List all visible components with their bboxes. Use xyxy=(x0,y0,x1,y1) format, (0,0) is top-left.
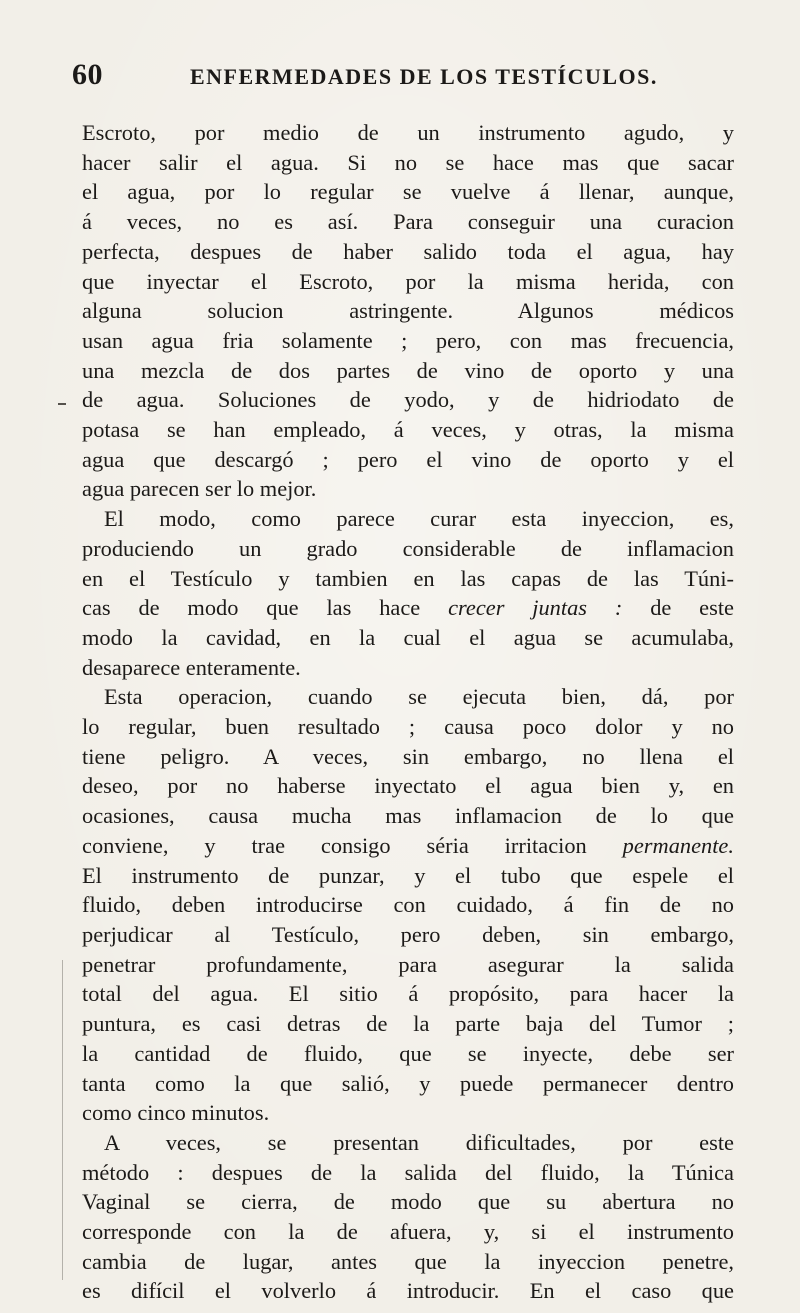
text-line: agua que descargó ; pero el vino de oporto y el xyxy=(82,446,734,472)
running-head: ENFERMEDADES DE LOS TESTÍCULOS. xyxy=(190,64,658,89)
page-number: 60 xyxy=(72,58,103,91)
text-line: agua parecen ser lo mejor. xyxy=(82,476,317,502)
margin-mark xyxy=(58,403,66,405)
italic-phrase: permanente. xyxy=(622,832,734,858)
text-line: lo regular, buen resultado ; causa poco dolor y no xyxy=(82,714,734,740)
text-line xyxy=(82,831,734,861)
text-line: en el Testículo y tambien en las capas de las Túni- xyxy=(82,565,734,591)
text-line: cambia de lugar, antes que la inyeccion penetre, xyxy=(82,1248,734,1274)
text-line: una mezcla de dos partes de vino de oporto y una xyxy=(82,357,734,383)
paragraph-1 xyxy=(82,118,734,504)
text-line: El modo, como parece curar esta inyeccion, es, xyxy=(104,506,734,532)
body-text xyxy=(82,118,734,1306)
text-line: fluido, deben introducirse con cuidado, á fin de no xyxy=(82,892,734,918)
text-segment: de este xyxy=(650,595,734,621)
text-line: el agua, por lo regular se vuelve á llenar, aunque, xyxy=(82,179,734,205)
text-segment: conviene, y trae consigo séria irritacion xyxy=(82,832,587,858)
text-line: que inyectar el Escroto, por la misma herida, con xyxy=(82,268,734,294)
text-line: Escroto, por medio de un instrumento agudo, y xyxy=(82,120,734,145)
text-line: perjudicar al Testículo, pero deben, sin embargo, xyxy=(82,921,734,947)
text-line: puntura, es casi detras de la parte baja del Tumor ; xyxy=(82,1011,734,1037)
paragraph-3 xyxy=(82,682,734,1128)
text-line: potasa se han empleado, á veces, y otras, la misma xyxy=(82,417,734,443)
text-line: A veces, se presentan dificultades, por este xyxy=(104,1129,734,1155)
page-header xyxy=(72,58,762,98)
text-line: penetrar profundamente, para asegurar la salida xyxy=(82,951,734,977)
text-line: ocasiones, causa mucha mas inflamacion de lo que xyxy=(82,803,734,829)
text-line xyxy=(82,593,734,623)
text-line: á veces, no es así. Para conseguir una curacion xyxy=(82,209,734,235)
paragraph-4 xyxy=(82,1128,734,1306)
text-line: Esta operacion, cuando se ejecuta bien, dá, por xyxy=(104,684,734,710)
text-line: la cantidad de fluido, que se inyecte, debe ser xyxy=(82,1040,734,1066)
text-line: hacer salir el agua. Si no se hace mas que sacar xyxy=(82,149,734,175)
text-line: modo la cavidad, en la cual el agua se acumulaba, xyxy=(82,624,734,650)
text-line: como cinco minutos. xyxy=(82,1100,270,1126)
text-line: deseo, por no haberse inyectato el agua bien y, en xyxy=(82,773,734,799)
text-line: desaparece enteramente. xyxy=(82,654,301,680)
text-line: total del agua. El sitio á propósito, para hacer la xyxy=(82,981,734,1007)
text-line: produciendo un grado considerable de inflamacion xyxy=(82,535,734,561)
italic-phrase: crecer juntas : xyxy=(448,595,623,621)
page-edge-line xyxy=(62,960,63,1280)
text-line: alguna solucion astringente. Algunos médicos xyxy=(82,298,734,324)
text-line: método : despues de la salida del fluido, la Túnica xyxy=(82,1159,734,1185)
text-line: corresponde con la de afuera, y, si el instrumento xyxy=(82,1219,734,1245)
text-line: tiene peligro. A veces, sin embargo, no llena el xyxy=(82,743,734,769)
text-line: El instrumento de punzar, y el tubo que espele el xyxy=(82,862,734,888)
text-line: Vaginal se cierra, de modo que su abertura no xyxy=(82,1189,734,1215)
text-line: tanta como la que salió, y puede permanecer dentro xyxy=(82,1070,734,1096)
text-line: de agua. Soluciones de yodo, y de hidriodato de xyxy=(82,387,734,413)
paragraph-2 xyxy=(82,504,734,682)
text-segment: cas de modo que las hace xyxy=(82,595,421,621)
text-line: perfecta, despues de haber salido toda el agua, hay xyxy=(82,238,734,264)
text-line: usan agua fria solamente ; pero, con mas frecuencia, xyxy=(82,327,734,353)
text-line: es difícil el volverlo á introducir. En el caso que xyxy=(82,1278,734,1304)
